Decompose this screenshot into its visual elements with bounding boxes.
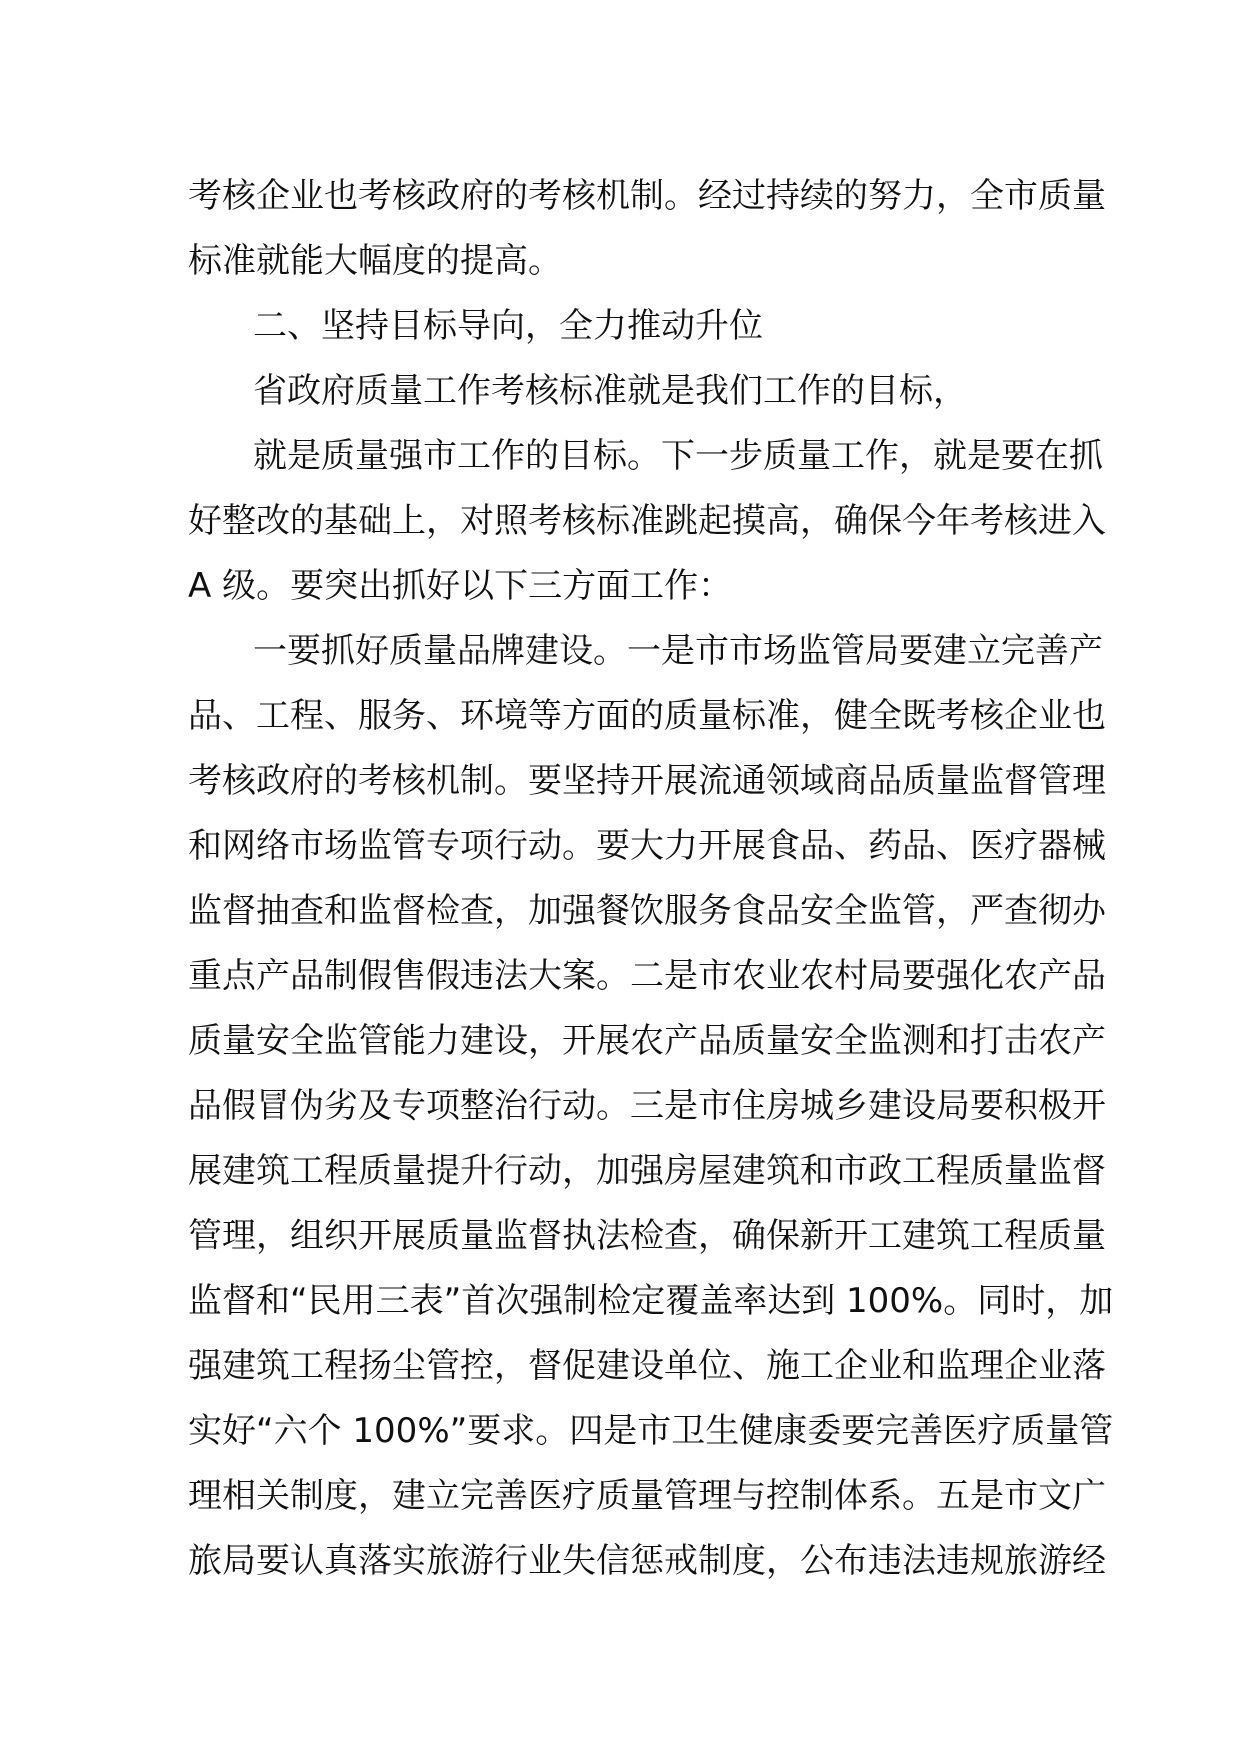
text-line: 省政府质量工作考核标准就是我们工作的目标， bbox=[253, 371, 967, 411]
text-line: 实好“六个 100%”要求。四是市卫生健康委要完善医疗质量管 bbox=[188, 1411, 1114, 1451]
text-line: 旅局要认真落实旅游行业失信惩戒制度，公布违法违规旅游经 bbox=[188, 1541, 1106, 1581]
text-line: 监督抽查和监督检查，加强餐饮服务食品安全监管，严查彻办 bbox=[188, 891, 1106, 931]
text-line: 监督和“民用三表”首次强制检定覆盖率达到 100%。同时，加 bbox=[188, 1281, 1114, 1321]
text-line: 考核企业也考核政府的考核机制。经过持续的努力，全市质量 bbox=[188, 176, 1106, 216]
text-line: 和网络市场监管专项行动。要大力开展食品、药品、医疗器械 bbox=[188, 826, 1106, 866]
text-line: 标准就能大幅度的提高。 bbox=[188, 241, 562, 281]
text-line: 重点产品制假售假违法大案。二是市农业农村局要强化农产品 bbox=[188, 956, 1106, 996]
text-line: 品、工程、服务、环境等方面的质量标准，健全既考核企业也 bbox=[188, 696, 1106, 736]
section-heading: 二、坚持目标导向，全力推动升位 bbox=[253, 306, 763, 346]
text-line: 考核政府的考核机制。要坚持开展流通领域商品质量监督管理 bbox=[188, 761, 1106, 801]
text-line: 理相关制度，建立完善医疗质量管理与控制体系。五是市文广 bbox=[188, 1476, 1106, 1516]
text-line: 一要抓好质量品牌建设。一是市市场监管局要建立完善产 bbox=[253, 631, 1103, 671]
text-line: 就是质量强市工作的目标。下一步质量工作，就是要在抓 bbox=[253, 436, 1103, 476]
text-line: 质量安全监管能力建设，开展农产品质量安全监测和打击农产 bbox=[188, 1021, 1106, 1061]
text-line: A 级。要突出抓好以下三方面工作： bbox=[188, 566, 733, 606]
text-line: 品假冒伪劣及专项整治行动。三是市住房城乡建设局要积极开 bbox=[188, 1086, 1106, 1126]
text-line: 好整改的基础上，对照考核标准跳起摸高，确保今年考核进入 bbox=[188, 501, 1106, 541]
text-line: 展建筑工程质量提升行动，加强房屋建筑和市政工程质量监督 bbox=[188, 1151, 1106, 1191]
text-line: 强建筑工程扬尘管控，督促建设单位、施工企业和监理企业落 bbox=[188, 1346, 1106, 1386]
text-line: 管理，组织开展质量监督执法检查，确保新开工建筑工程质量 bbox=[188, 1216, 1106, 1256]
